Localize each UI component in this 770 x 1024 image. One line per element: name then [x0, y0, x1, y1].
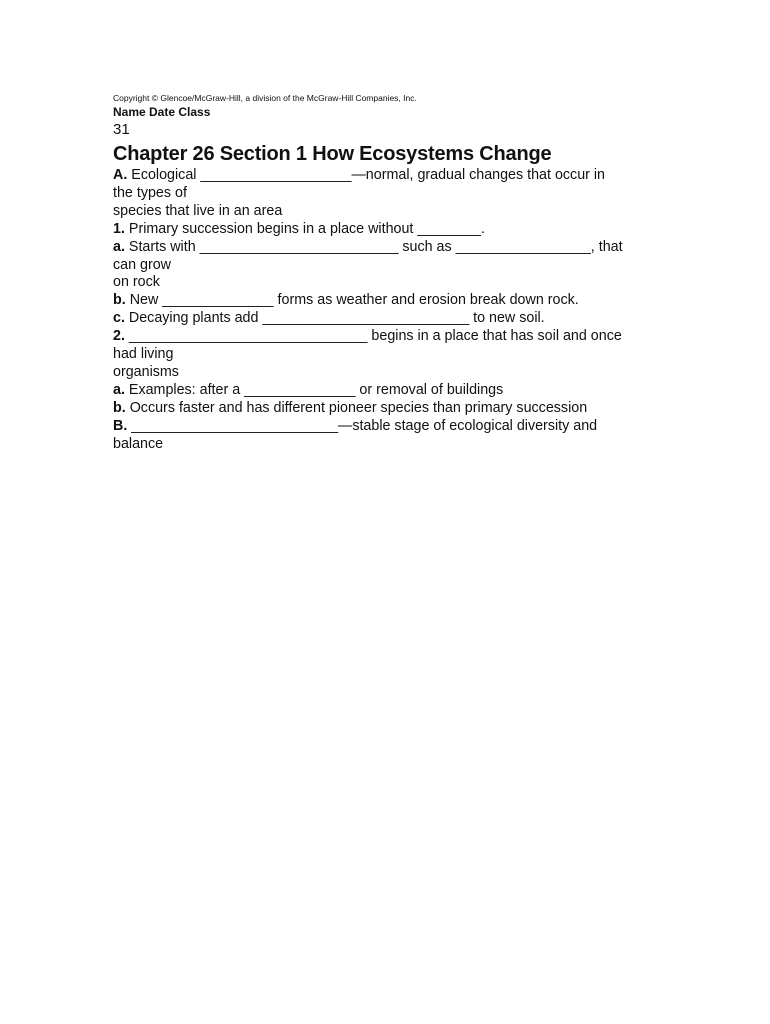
outline-line — [113, 418, 673, 436]
outline-line — [113, 328, 673, 346]
outline-line — [113, 364, 673, 382]
outline-line — [113, 185, 673, 203]
outline-marker: 1. — [113, 220, 125, 237]
outline-text: on rock — [113, 274, 160, 291]
outline-line — [113, 346, 673, 364]
outline-line — [113, 310, 673, 328]
outline-line — [113, 239, 673, 257]
outline-marker: a. — [113, 238, 125, 255]
outline-marker: a. — [113, 381, 125, 398]
name-date-class-header: Name Date Class — [113, 105, 211, 119]
outline-marker: B. — [113, 417, 128, 434]
outline-text: __________________________—stable stage of ecological diversity and — [127, 417, 598, 434]
outline-text: can grow — [113, 256, 172, 273]
outline-text: balance — [113, 435, 164, 452]
outline-line — [113, 436, 673, 454]
outline-content — [113, 167, 673, 454]
outline-text: the types of — [113, 184, 187, 201]
outline-text: Starts with _________________________ such as _________________, that — [124, 238, 623, 255]
outline-line — [113, 400, 673, 418]
outline-text: Ecological ___________________—normal, gradual changes that occur in — [127, 167, 606, 183]
outline-line — [113, 274, 673, 292]
outline-text: Examples: after a ______________ or removal of buildings — [124, 381, 504, 398]
outline-text: Decaying plants add __________________________ to new soil. — [124, 310, 545, 327]
document-page — [113, 92, 673, 454]
outline-text: had living — [113, 346, 174, 363]
outline-marker: c. — [113, 310, 125, 327]
outline-text: Primary succession begins in a place without ________. — [124, 220, 485, 237]
outline-line — [113, 257, 673, 275]
outline-marker: b. — [113, 399, 126, 416]
outline-text: New ______________ forms as weather and erosion break down rock. — [125, 292, 579, 309]
outline-line — [113, 382, 673, 400]
outline-marker: b. — [113, 292, 126, 309]
copyright-notice: Copyright © Glencoe/McGraw-Hill, a division of the McGraw-Hill Companies, Inc. — [113, 93, 417, 103]
page-number: 31 — [113, 121, 130, 138]
outline-text: organisms — [113, 363, 179, 380]
outline-line — [113, 203, 673, 221]
outline-marker: A. — [113, 167, 128, 183]
outline-line — [113, 167, 673, 185]
chapter-title: Chapter 26 Section 1 How Ecosystems Change — [113, 143, 552, 165]
outline-line — [113, 221, 673, 239]
outline-text: Occurs faster and has different pioneer species than primary succession — [125, 399, 588, 416]
outline-text: species that live in an area — [113, 202, 283, 219]
outline-text: ______________________________ begins in a place that has soil and once — [124, 328, 622, 345]
outline-marker: 2. — [113, 328, 125, 345]
outline-line — [113, 292, 673, 310]
